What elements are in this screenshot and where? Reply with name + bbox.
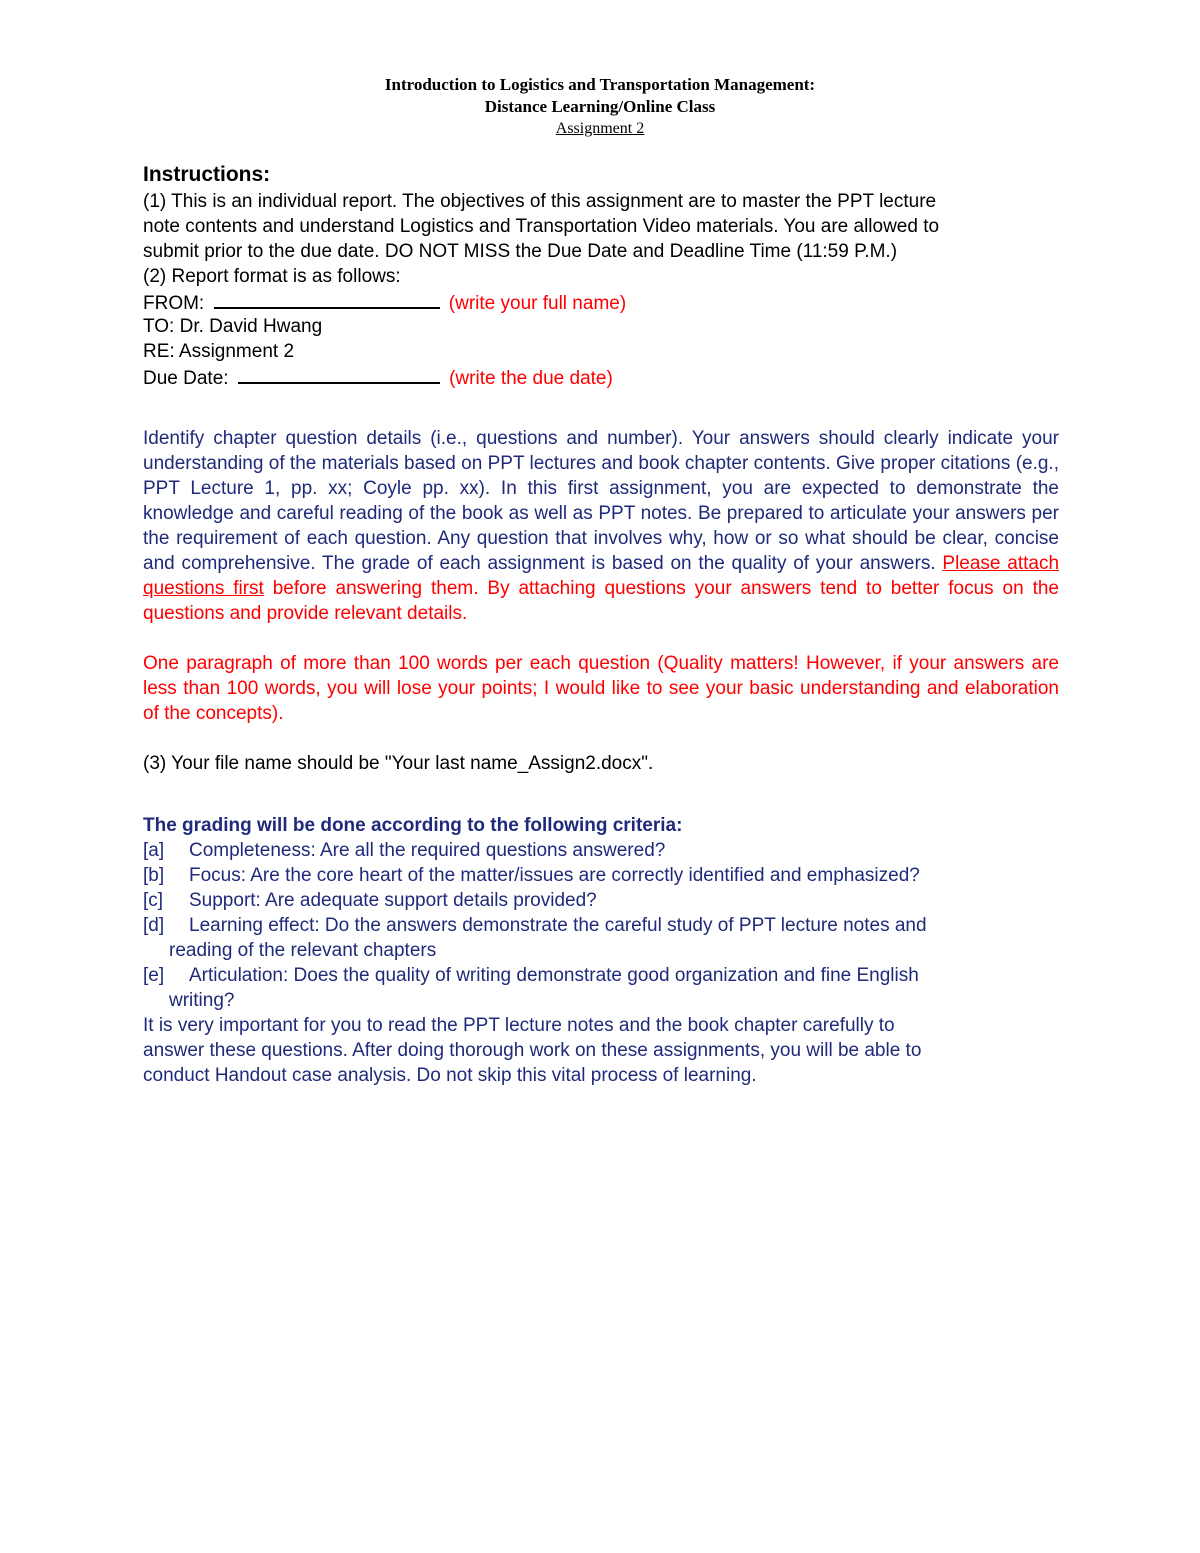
criterion-label: [a] xyxy=(143,840,165,861)
from-label: FROM: xyxy=(143,293,205,314)
closing-line-1: It is very important for you to read the PPT lecture notes and the book chapter carefully to xyxy=(143,1015,895,1036)
criterion-item xyxy=(143,863,1059,888)
criterion-label: [b] xyxy=(143,865,165,886)
criterion-label: [d] xyxy=(143,915,165,936)
identify-text: Identify chapter question details (i.e., questions and number). Your answers should clearly indicate your understanding of the materials based on PPT lectures and book chapter contents. Give proper citations (e.g., PPT Lecture 1, pp. xx; Coyle pp. xx). In this first assignment, you are expected to demonstrate the knowledge and careful reading of the book as well as PPT notes. Be prepared to articulate your answers per the requirement of each question. Any question that involves why, how or so what should be clear, concise and comprehensive. The grade of each assignment is based on the quality of your answers. xyxy=(143,428,1059,574)
from-line xyxy=(143,289,1059,314)
criterion-continuation: reading of the relevant chapters xyxy=(169,940,437,961)
spacer xyxy=(143,389,1059,426)
spacer xyxy=(143,776,1059,813)
instructions-line-2: note contents and understand Logistics and Transportation Video materials. You are allowed to xyxy=(143,216,940,237)
closing-line-3: conduct Handout case analysis. Do not skip this vital process of learning. xyxy=(143,1065,757,1086)
word-count-paragraph: One paragraph of more than 100 words per each question (Quality matters! However, if your answers are less than 100 words, you will lose your points; I would like to see your basic understanding and elaboration of the concepts). xyxy=(143,653,1059,724)
course-title: Introduction to Logistics and Transportation Management: xyxy=(384,75,816,94)
grading-heading: The grading will be done according to the following criteria: xyxy=(143,815,683,836)
from-blank xyxy=(214,289,440,309)
due-date-blank xyxy=(238,364,440,384)
to-line: TO: Dr. David Hwang xyxy=(143,316,323,337)
due-date-hint: (write the due date) xyxy=(449,368,613,389)
file-name-note: (3) Your file name should be "Your last name_Assign2.docx". xyxy=(143,753,654,774)
criterion-item xyxy=(143,888,1059,913)
spacer xyxy=(143,626,1059,651)
course-subtitle: Distance Learning/Online Class xyxy=(484,97,716,116)
due-date-line xyxy=(143,364,1059,389)
criterion-label: [c] xyxy=(143,890,164,911)
document-body xyxy=(143,161,1059,1088)
criterion-text: Completeness: Are all the required questions answered? xyxy=(189,840,666,861)
re-line: RE: Assignment 2 xyxy=(143,341,295,362)
from-hint: (write your full name) xyxy=(448,293,627,314)
criterion-label: [e] xyxy=(143,965,165,986)
criterion-item xyxy=(143,913,1059,938)
criterion-text: Focus: Are the core heart of the matter/issues are correctly identified and emphasized? xyxy=(189,865,920,886)
attach-questions-text: before answering them. By attaching questions your answers tend to better focus on the questions and provide relevant details. xyxy=(143,578,1059,624)
instructions-line-3: submit prior to the due date. DO NOT MISS the Due Date and Deadline Time (11:59 P.M.) xyxy=(143,241,898,262)
instructions-heading: Instructions: xyxy=(143,163,271,186)
criterion-text: Learning effect: Do the answers demonstrate the careful study of PPT lecture notes and xyxy=(189,915,927,936)
closing-line-2: answer these questions. After doing thorough work on these assignments, you will be able to xyxy=(143,1040,922,1061)
criterion-continuation: writing? xyxy=(169,990,235,1011)
criterion-item xyxy=(143,963,1059,988)
instructions-line-1: (1) This is an individual report. The objectives of this assignment are to master the PPT lecture xyxy=(143,191,937,212)
criterion-text: Support: Are adequate support details provided? xyxy=(189,890,597,911)
criterion-item xyxy=(143,838,1059,863)
document-header xyxy=(0,74,1200,140)
assignment-label: Assignment 2 xyxy=(555,120,645,137)
attach-questions-emphasis: Please attach questions first xyxy=(143,553,1060,599)
spacer xyxy=(143,726,1059,751)
identify-paragraph xyxy=(143,426,1059,626)
report-format-line: (2) Report format is as follows: xyxy=(143,266,401,287)
criterion-text: Articulation: Does the quality of writing demonstrate good organization and fine English xyxy=(189,965,919,986)
due-date-label: Due Date: xyxy=(143,368,229,389)
